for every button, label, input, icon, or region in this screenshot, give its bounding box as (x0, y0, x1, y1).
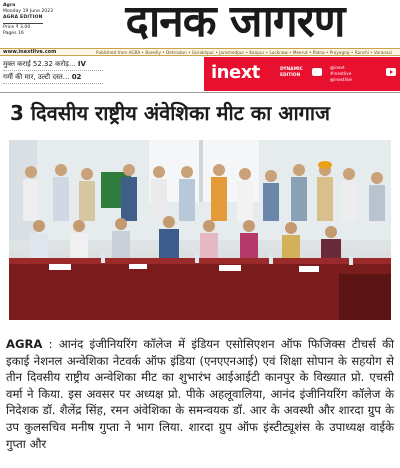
article-text: : आनंद इंजीनियरिंग कॉलेज में इंडियन एसोसिएशन ऑफ फिजिक्स टीचर्स की इकाई नेशनल अन्वेशिका नेटवर्क ऑफ इंडिया (एनएएनआई) एवं शिक्षा सोपान के सहयोग से तीन दिवसीय राष्ट्रीय अन्वेशिका मीट का शुभारंभ आईआईटी कानपुर के विख्यात प्रो. एचसी वर्मा ने किया. इस अवसर पर अध्यक्ष प्रो. पीके अहलूवालिया, आनंद इंजीनियरिंग कॉलेज के निदेशक डॉ. शैलेंद्र सिंह, रमन अंवेशिका के समन्वयक डॉ. आर के अवस्थी और शारदा ग्रुप के उप कुलसचिव मनीष गुप्ता ने भाग लिया. शारदा ग्रुप ऑफ इंस्टीट्यूशंस के उपाध्यक्ष वाईके गुप्ता और (6, 337, 394, 451)
website-link[interactable]: www.inextlive.com (3, 49, 57, 55)
headline-block (0, 92, 400, 136)
newspaper-logo: दानक जागरण (125, 0, 345, 47)
social-handle: @inextlive (330, 77, 353, 82)
teaser-text: गर्मी की मार, उल्टी दस्त... (3, 73, 70, 81)
teaser-page: 02 (71, 73, 82, 81)
group-photo (9, 140, 391, 320)
edition-pages: Pages 16 (3, 30, 24, 36)
edition-name: AGRA EDITION (3, 15, 43, 21)
group-photo-illustration (9, 140, 391, 320)
article-paragraph (6, 336, 394, 452)
teaser-list (3, 58, 103, 84)
edition-label-line-1: DYNAMIC (280, 67, 303, 72)
edition-rule (3, 23, 43, 24)
edition-date: Monday 19 June 2023 (3, 9, 54, 15)
masthead (0, 0, 400, 48)
info-strip (0, 48, 400, 56)
article-dateline: AGRA (6, 337, 43, 351)
dynamic-edition-label (280, 67, 303, 78)
edition-city: Agra (3, 3, 16, 8)
social-icon (312, 68, 322, 76)
social-handle: #inextlive (330, 71, 352, 76)
article-headline: 3 दिवसीय राष्ट्रीय अंवेशिका मीट का आगाज (10, 101, 330, 125)
social-handle: @inext (330, 65, 345, 70)
teaser-item[interactable] (3, 58, 103, 71)
youtube-icon (386, 68, 396, 76)
edition-price: Price ₹ 3.00 (3, 24, 31, 30)
social-handles (330, 65, 352, 83)
teaser-text: मुक्त कराई 52.32 करोड़... (3, 60, 76, 68)
inext-logo: inext (211, 62, 260, 83)
edition-info (3, 3, 65, 37)
edition-label-line-2: EDITION (280, 72, 301, 78)
publication-cities: Published from AGRA • Bareilly • Dehradun • Gorakhpur • Jamshedpur • Kanpur • Lucknow • Meerut • Patna • Prayagraj • Ranchi • Varanasi (96, 50, 392, 55)
article-body (6, 336, 394, 452)
inext-banner[interactable] (204, 57, 400, 91)
teaser-item[interactable] (3, 71, 103, 84)
teaser-page: IV (77, 60, 86, 68)
